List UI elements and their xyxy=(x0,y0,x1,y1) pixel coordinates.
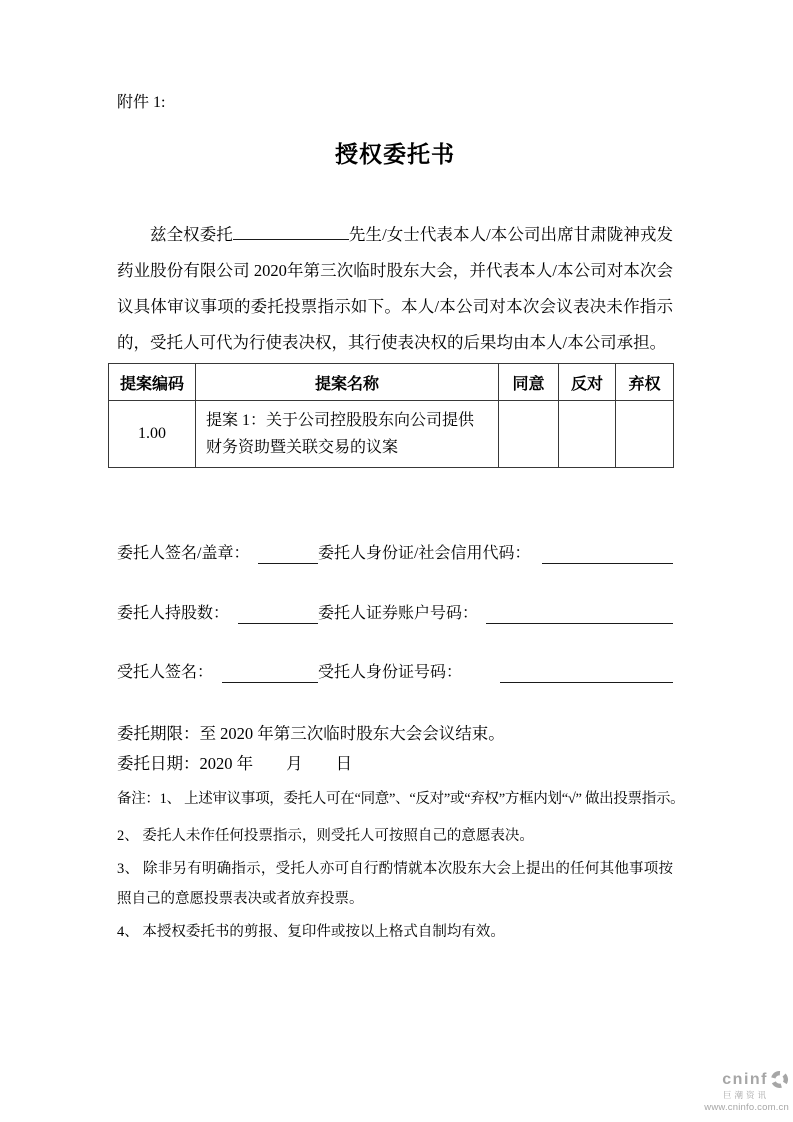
intro-text-before-blank: 兹全权委托 xyxy=(150,225,233,244)
note-item-4: 4、 本授权委托书的剪报、复印件或按以上格式自制均有效。 xyxy=(117,924,505,940)
agree-vote-cell xyxy=(499,401,559,468)
cninfo-url: www.cninfo.com.cn xyxy=(704,1101,789,1113)
proposal-code-cell: 1.00 xyxy=(109,401,196,468)
column-header-proposal-name: 提案名称 xyxy=(196,364,499,401)
column-header-against: 反对 xyxy=(559,364,616,401)
table-row xyxy=(109,401,674,468)
principal-signature-label: 委托人签名/盖章： xyxy=(117,545,250,562)
page-title: 授权委托书 xyxy=(335,141,455,167)
column-header-proposal-code: 提案编码 xyxy=(109,364,196,401)
note-item-1: 备注：1、 上述审议事项，委托人可在“同意”、“反对”或“弃权”方框内划“√” 做出投票指示。 xyxy=(117,791,685,807)
trustee-id-blank xyxy=(500,666,673,683)
cninfo-brand-text: cninf xyxy=(722,1070,768,1088)
signature-row-principal-name xyxy=(117,543,673,564)
note-item-2: 2、 委托人未作任何投票指示，则受托人可按照自己的意愿表决。 xyxy=(117,828,534,844)
principal-account-blank xyxy=(486,607,673,624)
intro-text-after-blank: 先生/女士代表本人/本公司出席甘肃陇神戎发药业股份有限公司 2020年第三次临时股东大会，并代表本人/本公司对本次会议具体审议事项的委托投票指示如下。本人/本公司对本次会议表决未作指示的，受托人可代为行使表决权，其行使表决权的后果均由本人/本公司承担。 xyxy=(117,225,674,352)
principal-shares-label: 委托人持股数： xyxy=(117,605,230,622)
principal-account-label: 委托人证券账户号码： xyxy=(318,605,479,622)
intro-paragraph xyxy=(117,217,673,361)
signature-row-shareholding xyxy=(117,603,673,624)
column-header-abstain: 弃权 xyxy=(616,364,674,401)
attachment-label: 附件 1: xyxy=(117,94,166,111)
principal-signature-blank xyxy=(258,547,318,564)
note-item-3: 3、 除非另有明确指示，受托人亦可自行酌情就本次股东大会上提出的任何其他事项按照自己的意愿投票表决或者放弃投票。 xyxy=(117,861,673,907)
proxy-period-line: 委托期限：至 2020 年第三次临时股东大会会议结束。 xyxy=(117,724,505,743)
principal-id-blank xyxy=(542,547,673,564)
cninfo-watermark xyxy=(704,1070,789,1112)
table-header-row xyxy=(109,364,674,401)
against-vote-cell xyxy=(559,401,616,468)
cninfo-swirl-icon xyxy=(770,1070,789,1089)
signature-row-trustee xyxy=(117,662,673,683)
cninfo-chinese-name: 巨潮资讯 xyxy=(722,1090,769,1100)
principal-id-label: 委托人身份证/社会信用代码： xyxy=(318,545,531,562)
proxy-date-line: 委托日期：2020 年 月 日 xyxy=(117,754,353,773)
column-header-agree: 同意 xyxy=(499,364,559,401)
proposal-vote-table xyxy=(108,363,674,468)
proxy-name-blank xyxy=(233,226,349,240)
principal-shares-blank xyxy=(238,607,318,624)
notes-section xyxy=(117,784,685,947)
trustee-id-label: 受托人身份证号码： xyxy=(318,664,463,681)
trustee-signature-label: 受托人签名： xyxy=(117,664,214,681)
trustee-signature-blank xyxy=(222,666,318,683)
proposal-name-cell: 提案 1：关于公司控股股东向公司提供财务资助暨关联交易的议案 xyxy=(196,401,499,468)
abstain-vote-cell xyxy=(616,401,674,468)
